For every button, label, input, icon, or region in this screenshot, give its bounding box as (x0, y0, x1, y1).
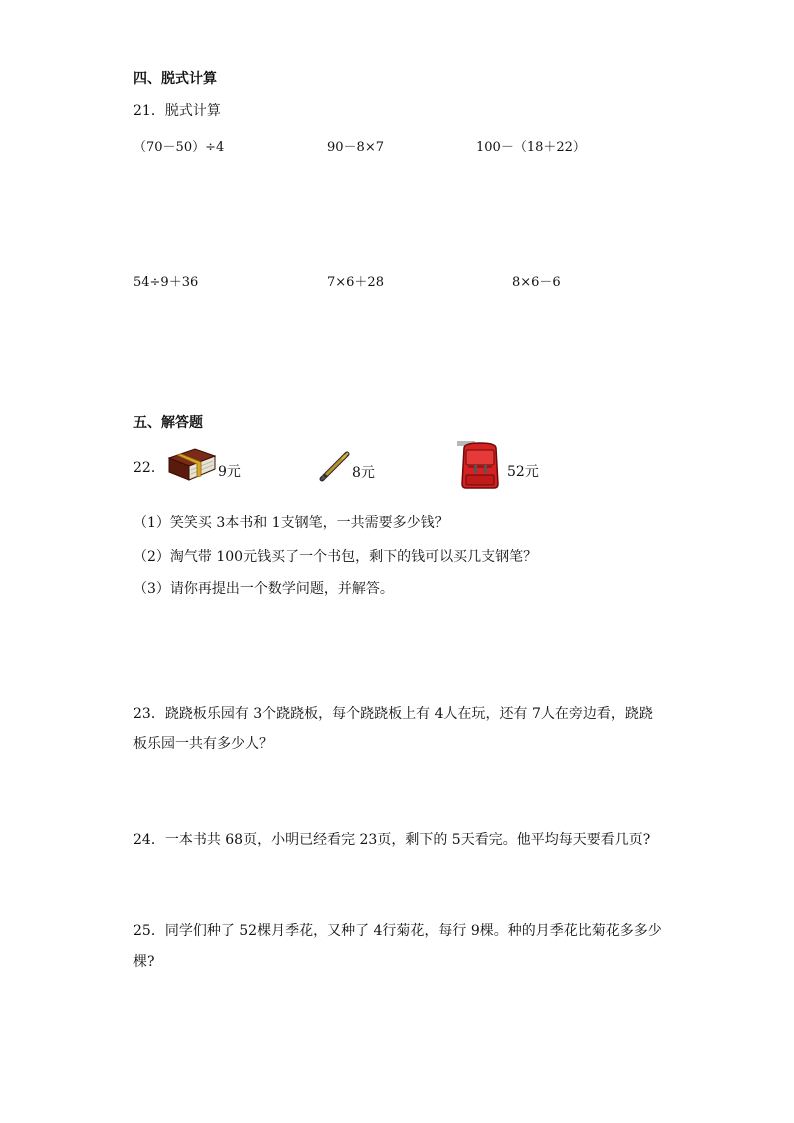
question-23-line-1: 23．跷跷板乐园有 3个跷跷板，每个跷跷板上有 4人在玩，还有 7人在旁边看，跷跷 (133, 706, 653, 722)
backpack-icon (454, 440, 506, 490)
question-23-line-2: 板乐园一共有多少人？ (133, 736, 273, 752)
question-22-sub-3: （3）请你再提出一个数学问题，并解答。 (133, 581, 394, 597)
pen-icon (318, 448, 352, 482)
section-heading-calc: 四、脱式计算 (133, 71, 217, 87)
expression-2: 90－8×7 (327, 140, 384, 155)
question-25-line-1: 25．同学们种了 52棵月季花，又种了 4行菊花，每行 9棵。种的月季花比菊花多多少 (133, 923, 662, 939)
question-22-number: 22． (133, 460, 165, 476)
expression-4: 54÷9＋36 (133, 275, 199, 290)
question-22-sub-2: （2）淘气带 100元钱买了一个书包，剩下的钱可以买几支钢笔？ (133, 549, 538, 565)
question-24-line-1: 24．一本书共 68页，小明已经看完 23页，剩下的 5天看完。他平均每天要看几页? (133, 832, 651, 848)
book-icon (165, 446, 217, 484)
pen-price: 8元 (352, 465, 375, 481)
expression-5: 7×6＋28 (327, 275, 384, 290)
backpack-price: 52元 (507, 464, 539, 480)
question-21-title: 21．脱式计算 (133, 103, 221, 119)
section-heading-answer: 五、解答题 (133, 415, 203, 431)
question-22-sub-1: （1）笑笑买 3本书和 1支钢笔，一共需要多少钱？ (133, 515, 449, 531)
question-25-line-2: 棵? (133, 954, 155, 970)
expression-3: 100－（18＋22） (476, 140, 586, 155)
expression-6: 8×6－6 (512, 275, 561, 290)
expression-1: （70－50）÷4 (133, 140, 225, 155)
book-price: 9元 (218, 464, 241, 480)
